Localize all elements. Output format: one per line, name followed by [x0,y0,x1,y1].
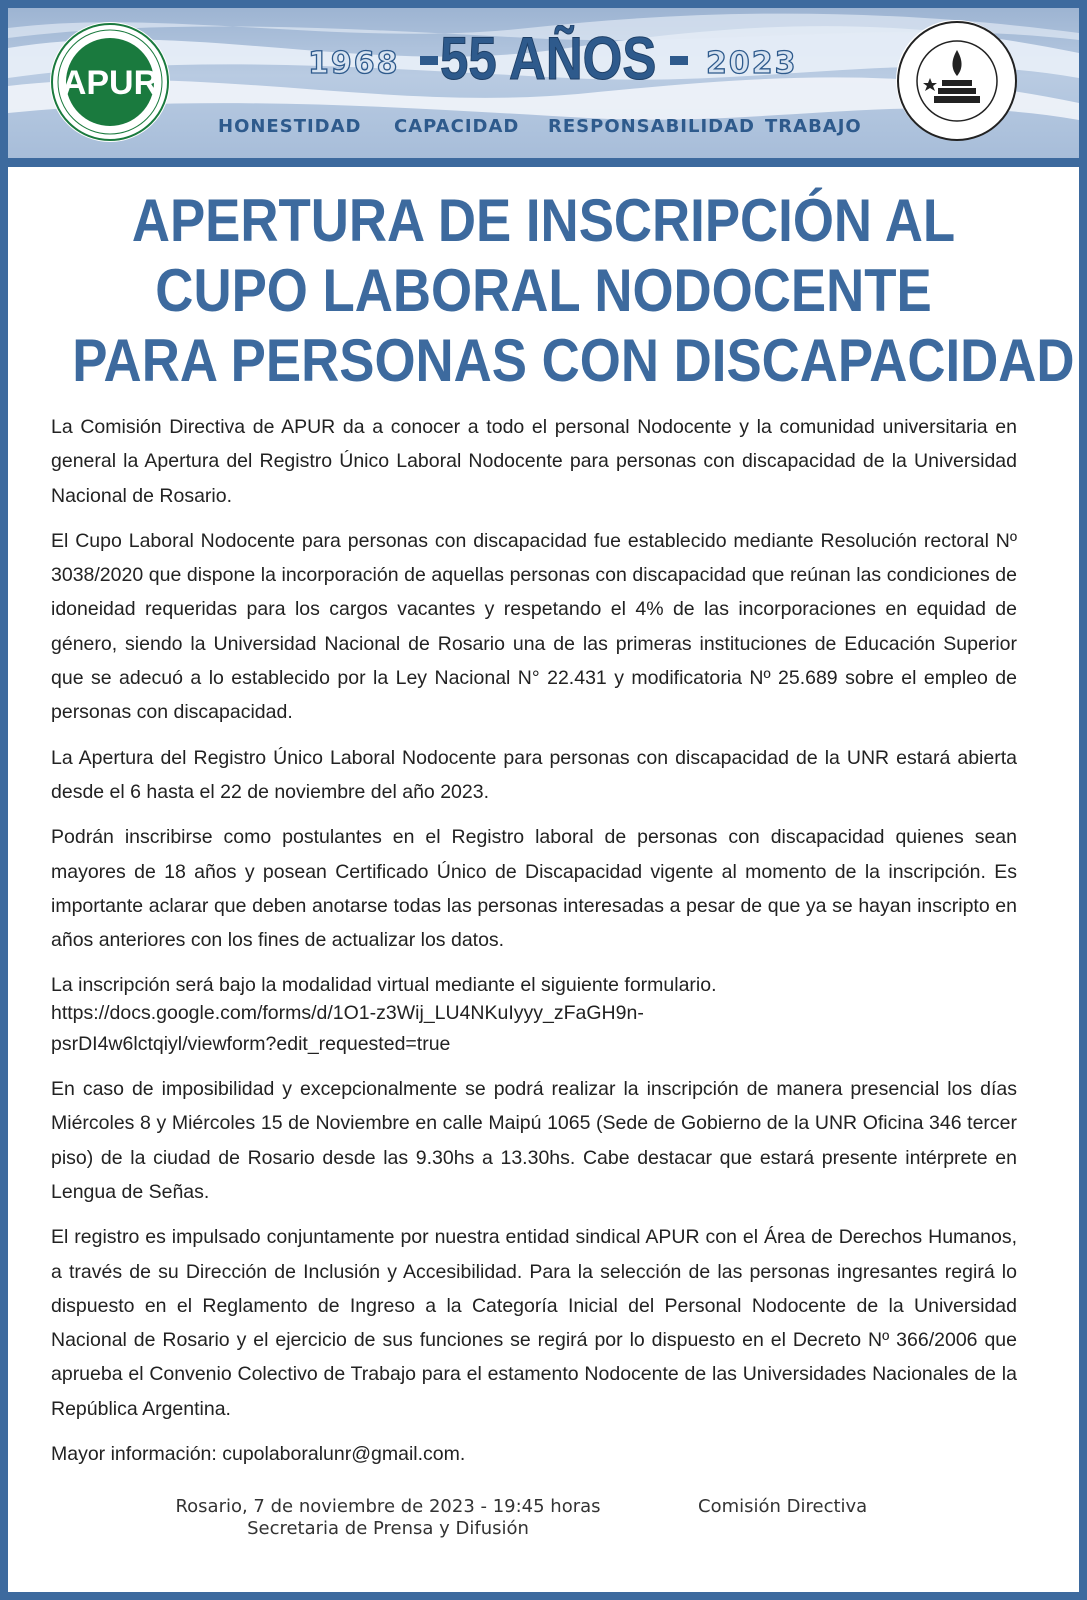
paragraph-eligibility: Podrán inscribirse como postulantes en el Registro laboral de personas con discapacidad quienes sean mayores de 18 años y posean Certificado Único de Discapacidad vigente al momento de la inscripción. Es importante aclarar que deben anotarse todas las personas interesadas a pesar de que ya se hayan inscripto en años anteriores con los fines de actualizar los datos. [51,826,1017,952]
page-title [8,186,1079,396]
form-link-line-2[interactable]: psrDI4w6lctqiyl/viewform?edit_requested=true [51,1032,451,1055]
unr-seal-icon [896,20,1018,142]
paragraph-contact: Mayor información: cupolaboralunr@gmail.com. [51,1443,466,1466]
dash-right [670,56,688,65]
paragraph-background: El Cupo Laboral Nodocente para personas con discapacidad fue establecido mediante Resolución rectoral Nº 3038/2020 que dispone la incorporación de aquellas personas con discapacidad que reúnan las condiciones de idoneidad requeridas para los cargos vacantes y respetando el 4% de las incorporaciones en equidad de género, siendo la Universidad Nacional de Rosario una de las primeras instituciones de Educación Superior que se adecuó a lo establecido por la Ley Nacional N° 22.431 y modificatoria Nº 25.689 sobre el empleo de personas con discapacidad. [51,529,1017,724]
header-banner [8,8,1079,158]
unr-logo [896,20,1016,140]
paragraph-in-person: En caso de imposibilidad y excepcionalmente se podrá realizar la inscripción de manera presencial los días Miércoles 8 y Miércoles 15 de Noviembre en calle Maipú 1065 (Sede de Gobierno de la UNR Oficina 346 tercer piso) de la ciudad de Rosario desde las 9.30hs a 13.30hs. Cabe destacar que estará presente intérprete en Lengua de Señas. [51,1078,1017,1203]
value-capacidad: CAPACIDAD [394,116,520,137]
value-honestidad: HONESTIDAD [218,116,362,137]
year-end: 2023 [706,46,798,81]
form-link-line-1[interactable]: https://docs.google.com/forms/d/1O1-z3Wij_LU4NKuIyyy_zFaGH9n- [51,1001,644,1024]
title-line-1: APERTURA DE INSCRIPCIÓN AL [131,187,956,254]
anniversary-title: 55 AÑOS [440,25,657,92]
apur-logo-text: APUR [61,64,159,102]
paragraph-intro: La Comisión Directiva de APUR da a conocer a todo el personal Nodocente y la comunidad universitaria en general la Apertura del Registro Único Laboral Nodocente para personas con discapacidad de la Universidad Nacional de Rosario. [51,416,1017,507]
footer-place-date [158,1496,618,1540]
paragraph-regulation: El registro es impulsado conjuntamente por nuestra entidad sindical APUR con el Área de Derechos Humanos, a través de su Dirección de Inclusión y Accesibilidad. Para la selección de las personas ingresantes regirá lo dispuesto en el Reglamento de Ingreso a la Categoría Inicial del Personal Nodocente de la Universidad Nacional de Rosario y el ejercicio de sus funciones se regirá por lo dispuesto en el Decreto Nº 366/2006 que aprueba el Convenio Colectivo de Trabajo para el estamento Nodocente de las Universidades Nacionales de la República Argentina. [51,1226,1017,1420]
dash-left [420,56,438,65]
form-intro-text: La inscripción será bajo la modalidad virtual mediante el siguiente formulario. [51,974,717,997]
footer-signature: Comisión Directiva [698,1496,868,1517]
apur-logo-icon [50,22,170,142]
banner-divider [8,158,1079,167]
year-start: 1968 [308,46,400,81]
value-responsabilidad: RESPONSABILIDAD [548,116,755,137]
title-line-2: CUPO LABORAL NODOCENTE [155,257,932,324]
footer-date: Rosario, 7 de noviembre de 2023 - 19:45 horas [175,1496,601,1517]
value-trabajo: TRABAJO [765,116,862,137]
paragraph-form [51,968,1017,1061]
footer-department: Secretaria de Prensa y Difusión [247,1518,529,1539]
apur-logo [50,22,170,142]
document-body [51,410,1017,1482]
title-line-3: PARA PERSONAS CON DISCAPACIDAD [72,327,1075,394]
paragraph-dates: La Apertura del Registro Único Laboral Nodocente para personas con discapacidad de la UNR estará abierta desde el 6 hasta el 22 de noviembre del año 2023. [51,746,1017,803]
